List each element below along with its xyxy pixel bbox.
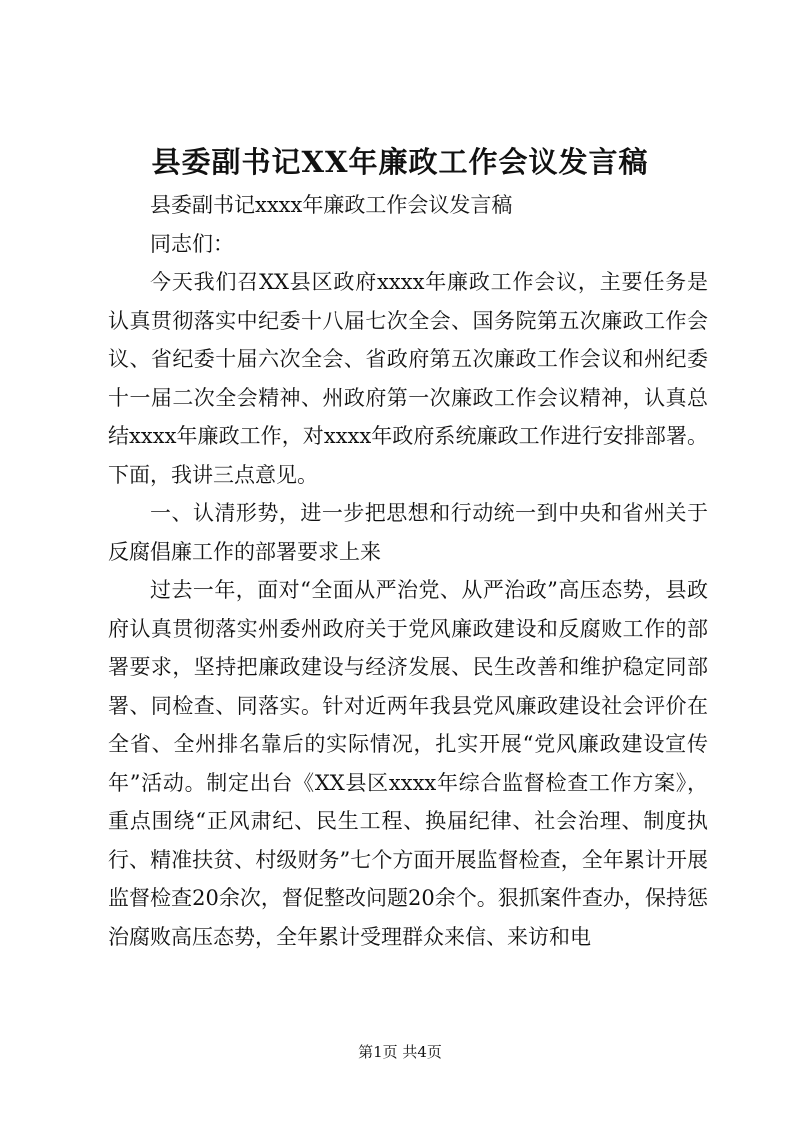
salutation-paragraph: 同志们： xyxy=(150,231,234,256)
document-title: 县委副书记XX年廉政工作会议发言稿 xyxy=(151,145,649,179)
subtitle-paragraph: 县委副书记xxxx年廉政工作会议发言稿 xyxy=(150,193,513,217)
section-heading-paragraph: 一、认清形势，进一步把思想和行动统一到中央和省州关于反腐倡廉工作的部署要求上来 xyxy=(108,501,708,564)
intro-paragraph: 今天我们召XX县区政府xxxx年廉政工作会议，主要任务是认真贯彻落实中纪委十八届七次全会、国务院第五次廉政工作会议、省纪委十届六次全会、省政府第五次廉政工作会议和州纪委十一届二次全会精神、州政府第一次廉政工作会议精神，认真总结xxxx年廉政工作，对xxxx年政府系统廉政工作进行安排部署。下面，我讲三点意见。 xyxy=(108,270,708,487)
page-footer xyxy=(0,1041,800,1063)
document-body xyxy=(108,186,708,956)
review-paragraph: 过去一年，面对“全面从严治党、从严治政”高压态势，县政府认真贯彻落实州委州政府关于党风廉政建设和反腐败工作的部署要求，坚持把廉政建设与经济发展、民生改善和维护稳定同部署、同检查、同落实。针对近两年我县党风廉政建设社会评价在全省、全州排名靠后的实际情况，扎实开展“党风廉政建设宣传年”活动。制定出台《XX县区xxxx年综合监督检查工作方案》，重点围绕“正风肃纪、民生工程、换届纪律、社会治理、制度执行、精准扶贫、村级财务”七个方面开展监督检查，全年累计开展监督检查20余次，督促整改问题20余个。狠抓案件查办，保持惩治腐败高压态势，全年累计受理群众来信、来访和电 xyxy=(108,578,708,949)
page-number-label: 第1页 共4页 xyxy=(358,1043,442,1061)
